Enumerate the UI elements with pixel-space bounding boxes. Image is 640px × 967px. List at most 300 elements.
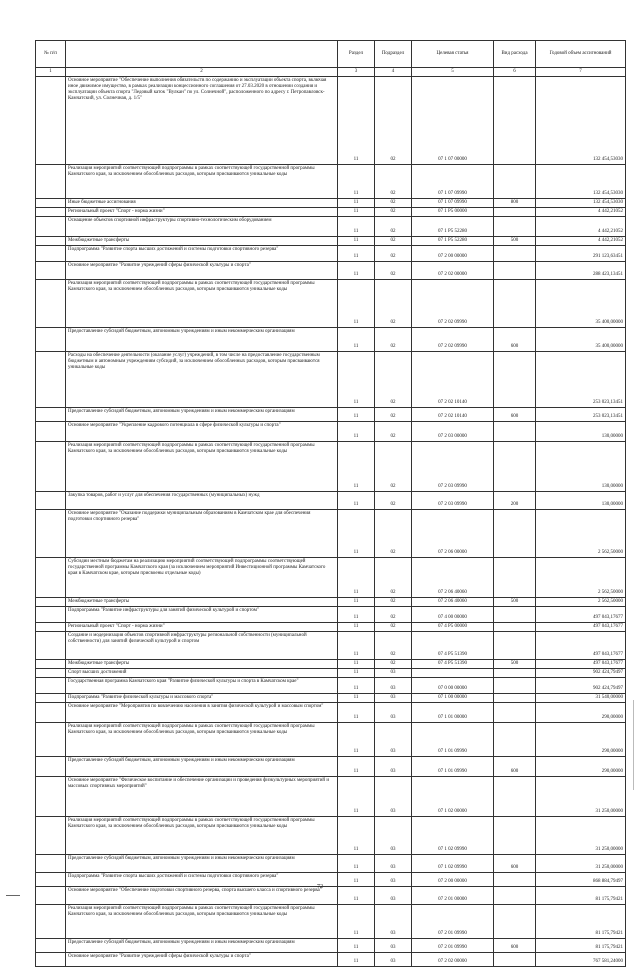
table-row: [36, 237, 626, 246]
row-expense-type: [494, 905, 536, 939]
column-number: 3: [338, 68, 375, 77]
row-target-article: 07 0 00 00000: [412, 678, 494, 694]
row-target-article: 07 2 06 40060: [412, 558, 494, 598]
row-name: Спорт высших достижений: [66, 669, 338, 678]
row-razdel: 11: [338, 328, 375, 352]
row-target-article: 07 2 00 00000: [412, 873, 494, 887]
row-name: Предоставление субсидий бюджетным, автономным учреждениям и иным некоммерческим организациям: [66, 939, 338, 953]
row-number: [36, 607, 66, 623]
row-amount: 291 123,63451: [536, 246, 626, 262]
row-expense-type: [494, 678, 536, 694]
table-row: [36, 757, 626, 777]
row-name: Предоставление субсидий бюджетным, автономным учреждениям и иным некоммерческим организациям: [66, 328, 338, 352]
row-target-article: 07 2 03 09990: [412, 442, 494, 492]
budget-table: [35, 40, 626, 967]
row-amount: 290,00000: [536, 703, 626, 723]
row-podrazdel: 03: [375, 777, 412, 817]
row-podrazdel: 03: [375, 817, 412, 855]
table-row: [36, 723, 626, 757]
row-expense-type: 600: [494, 855, 536, 873]
header-razdel: Раздел: [338, 41, 375, 68]
column-number: 1: [36, 68, 66, 77]
row-number: [36, 694, 66, 703]
row-number: [36, 328, 66, 352]
row-name: Иные бюджетные ассигнования: [66, 199, 338, 208]
row-amount: 288 423,13451: [536, 262, 626, 280]
table-row: [36, 328, 626, 352]
row-expense-type: [494, 510, 536, 558]
table-row: [36, 442, 626, 492]
row-number: [36, 939, 66, 953]
row-razdel: 11: [338, 953, 375, 967]
row-amount: 132 454,53030: [536, 165, 626, 199]
row-podrazdel: 03: [375, 703, 412, 723]
row-number: [36, 237, 66, 246]
table-row: [36, 598, 626, 607]
row-amount: 253 023,13451: [536, 408, 626, 422]
row-number: [36, 246, 66, 262]
row-target-article: 07 4 00 00000: [412, 607, 494, 623]
row-name: Межбюджетные трансферты: [66, 598, 338, 607]
row-expense-type: [494, 208, 536, 217]
row-amount: 253 023,13451: [536, 352, 626, 408]
row-razdel: 11: [338, 246, 375, 262]
row-name: Оснащение объектов спортивной инфраструктуры спортивно-технологическим оборудованием: [66, 217, 338, 237]
row-razdel: 11: [338, 623, 375, 632]
budget-table-sheet: [35, 40, 625, 967]
column-number: 6: [494, 68, 536, 77]
row-razdel: 11: [338, 777, 375, 817]
row-target-article: [412, 669, 494, 678]
row-name: Субсидии местным бюджетам на реализацию мероприятий соответствующей подпрограммы соответствующей государственной программы Камчатского края (за исключением мероприятий Инвестиционной программы Камчатского края в Камчатском крае, которым присвоены отдельные коды): [66, 558, 338, 598]
row-amount: 290,00000: [536, 723, 626, 757]
table-header-row: [36, 41, 626, 68]
row-podrazdel: 03: [375, 694, 412, 703]
row-razdel: 11: [338, 757, 375, 777]
row-expense-type: 500: [494, 598, 536, 607]
row-name: Межбюджетные трансферты: [66, 660, 338, 669]
row-target-article: 07 1 01 09990: [412, 757, 494, 777]
row-expense-type: [494, 442, 536, 492]
row-razdel: 11: [338, 262, 375, 280]
row-razdel: 11: [338, 905, 375, 939]
table-row: [36, 262, 626, 280]
column-number: 5: [412, 68, 494, 77]
row-podrazdel: 03: [375, 757, 412, 777]
row-amount: 2 562,50000: [536, 558, 626, 598]
row-target-article: 07 1 07 09990: [412, 199, 494, 208]
row-razdel: 11: [338, 492, 375, 510]
row-razdel: 11: [338, 558, 375, 598]
table-row: [36, 623, 626, 632]
row-name: Основное мероприятие "Обеспечение подготовки спортивного резерва, спорта высшего класса и спортивного резерва": [66, 887, 338, 905]
table-row: [36, 492, 626, 510]
row-target-article: 07 2 02 00000: [412, 953, 494, 967]
row-amount: 31 540,00000: [536, 694, 626, 703]
row-podrazdel: 02: [375, 352, 412, 408]
table-row: [36, 510, 626, 558]
row-target-article: 07 1 P5 52280: [412, 217, 494, 237]
row-amount: 81 175,79421: [536, 887, 626, 905]
row-number: [36, 703, 66, 723]
row-podrazdel: 03: [375, 678, 412, 694]
row-razdel: 11: [338, 703, 375, 723]
row-podrazdel: 03: [375, 723, 412, 757]
row-razdel: 11: [338, 855, 375, 873]
row-number: [36, 165, 66, 199]
row-number: [36, 723, 66, 757]
row-amount: 497 043,17677: [536, 607, 626, 623]
page-number: 72: [317, 884, 323, 890]
row-podrazdel: 02: [375, 558, 412, 598]
row-amount: 31 250,00000: [536, 855, 626, 873]
row-amount: 902 424,79497: [536, 678, 626, 694]
table-row: [36, 678, 626, 694]
table-row: [36, 703, 626, 723]
row-podrazdel: 02: [375, 510, 412, 558]
row-podrazdel: 03: [375, 905, 412, 939]
row-name: Основное мероприятие "Укрепление кадрового потенциала в сфере физической культуры и спорта": [66, 422, 338, 442]
row-podrazdel: 02: [375, 77, 412, 165]
row-amount: 497 043,17677: [536, 660, 626, 669]
row-number: [36, 558, 66, 598]
row-name: Региональный проект "Спорт - норма жизни": [66, 208, 338, 217]
row-razdel: 11: [338, 217, 375, 237]
row-podrazdel: 03: [375, 855, 412, 873]
row-number: [36, 280, 66, 328]
row-target-article: 07 2 02 09990: [412, 328, 494, 352]
row-number: [36, 408, 66, 422]
row-name: Межбюджетные трансферты: [66, 237, 338, 246]
table-row: [36, 246, 626, 262]
table-row: [36, 607, 626, 623]
row-amount: 902 424,79497: [536, 669, 626, 678]
row-razdel: 11: [338, 694, 375, 703]
row-target-article: 07 1 01 09990: [412, 723, 494, 757]
row-podrazdel: 02: [375, 660, 412, 669]
row-number: [36, 352, 66, 408]
row-podrazdel: 02: [375, 262, 412, 280]
row-razdel: 11: [338, 887, 375, 905]
row-razdel: 11: [338, 678, 375, 694]
row-razdel: 11: [338, 598, 375, 607]
row-target-article: 07 2 02 10140: [412, 408, 494, 422]
row-razdel: 11: [338, 510, 375, 558]
header-annual-amount: Годовой объем ассигнований: [536, 41, 626, 68]
row-razdel: 11: [338, 632, 375, 660]
column-numbering-row: [36, 68, 626, 77]
scan-mark: [6, 895, 20, 896]
row-target-article: 07 2 03 09990: [412, 492, 494, 510]
row-expense-type: [494, 953, 536, 967]
table-row: [36, 217, 626, 237]
row-target-article: 07 1 02 09990: [412, 817, 494, 855]
row-name: Реализация мероприятий соответствующей подпрограммы в рамках соответствующей государственной программы Камчатского края, за исключением обособленных расходов, которым присваиваются уникальные коды: [66, 442, 338, 492]
row-number: [36, 669, 66, 678]
scan-edge-mark: [633, 700, 634, 790]
row-number: [36, 422, 66, 442]
row-number: [36, 77, 66, 165]
row-name: Региональный проект "Спорт - норма жизни": [66, 623, 338, 632]
row-target-article: 07 2 02 09990: [412, 280, 494, 328]
row-expense-type: [494, 817, 536, 855]
header-podrazdel: Подраздел: [375, 41, 412, 68]
row-target-article: 07 1 00 00000: [412, 694, 494, 703]
row-number: [36, 855, 66, 873]
row-number: [36, 678, 66, 694]
row-amount: 35 400,00000: [536, 328, 626, 352]
row-amount: 130,00000: [536, 422, 626, 442]
row-number: [36, 199, 66, 208]
row-number: [36, 262, 66, 280]
row-podrazdel: 03: [375, 669, 412, 678]
row-amount: 2 562,50000: [536, 510, 626, 558]
row-podrazdel: 02: [375, 632, 412, 660]
row-number: [36, 598, 66, 607]
row-podrazdel: 03: [375, 939, 412, 953]
table-row: [36, 855, 626, 873]
row-amount: 290,00000: [536, 757, 626, 777]
row-target-article: 07 2 02 10140: [412, 352, 494, 408]
row-razdel: 11: [338, 422, 375, 442]
row-razdel: 11: [338, 660, 375, 669]
row-target-article: 07 2 01 00000: [412, 887, 494, 905]
row-expense-type: [494, 623, 536, 632]
row-target-article: 07 1 02 09990: [412, 855, 494, 873]
table-row: [36, 632, 626, 660]
table-row: [36, 408, 626, 422]
row-number: [36, 632, 66, 660]
row-podrazdel: 02: [375, 422, 412, 442]
row-name: Реализация мероприятий соответствующей подпрограммы в рамках соответствующей государственной программы Камчатского края, за исключением обособленных расходов, которым присваиваются уникальные коды: [66, 905, 338, 939]
row-razdel: 11: [338, 199, 375, 208]
row-amount: 497 043,17677: [536, 623, 626, 632]
row-razdel: 11: [338, 873, 375, 887]
row-number: [36, 442, 66, 492]
row-name: Закупка товаров, работ и услуг для обеспечения государственных (муниципальных) нужд: [66, 492, 338, 510]
row-podrazdel: 03: [375, 873, 412, 887]
row-expense-type: 800: [494, 199, 536, 208]
row-number: [36, 660, 66, 669]
row-expense-type: [494, 352, 536, 408]
row-expense-type: [494, 77, 536, 165]
row-name: Реализация мероприятий соответствующей подпрограммы в рамках соответствующей государственной программы Камчатского края, за исключением обособленных расходов, которым присваиваются уникальные коды: [66, 817, 338, 855]
table-row: [36, 558, 626, 598]
header-expense-type: Вид расхода: [494, 41, 536, 68]
row-amount: 35 400,00000: [536, 280, 626, 328]
row-number: [36, 208, 66, 217]
row-target-article: 07 1 07 00000: [412, 77, 494, 165]
row-amount: 497 043,17677: [536, 632, 626, 660]
row-target-article: 07 2 06 00000: [412, 510, 494, 558]
row-podrazdel: 02: [375, 280, 412, 328]
row-expense-type: [494, 217, 536, 237]
row-podrazdel: 02: [375, 199, 412, 208]
row-name: Предоставление субсидий бюджетным, автономным учреждениям и иным некоммерческим организациям: [66, 855, 338, 873]
row-expense-type: 600: [494, 328, 536, 352]
row-expense-type: [494, 703, 536, 723]
row-razdel: 11: [338, 607, 375, 623]
table-row: [36, 953, 626, 967]
row-expense-type: [494, 694, 536, 703]
row-expense-type: [494, 723, 536, 757]
row-amount: 130,00000: [536, 442, 626, 492]
column-number: 4: [375, 68, 412, 77]
row-amount: 4 442,21052: [536, 208, 626, 217]
row-razdel: 11: [338, 165, 375, 199]
row-razdel: 11: [338, 352, 375, 408]
header-name: [66, 41, 338, 68]
table-row: [36, 669, 626, 678]
row-name: Подпрограмма "Развитие физической культуры и массового спорта": [66, 694, 338, 703]
row-target-article: 07 2 06 40060: [412, 598, 494, 607]
row-target-article: 07 2 00 00000: [412, 246, 494, 262]
row-podrazdel: 02: [375, 328, 412, 352]
header-target-article: Целевая статья: [412, 41, 494, 68]
row-podrazdel: 02: [375, 237, 412, 246]
row-expense-type: 200: [494, 492, 536, 510]
row-name: Основное мероприятие "Обеспечение выполнения обязательств по содержанию и эксплуатации объекта спорта, включая иное движимое имущество, в рамках реализации концессионного соглашения от 27.03.2020 в отношении создания и эксплуатации объекта спорта "Ледовый каток "Вулкан" по ул. Солнечной", расположенного по адресу г. Петропавловск-Камчатский, ул. Солнечная, д. 1/5": [66, 77, 338, 165]
row-amount: 132 454,53030: [536, 77, 626, 165]
row-name: Основное мероприятие "Мероприятия по вовлечению населения в занятия физической культурой и массовым спортом": [66, 703, 338, 723]
row-expense-type: [494, 558, 536, 598]
row-amount: 4 442,21052: [536, 237, 626, 246]
row-name: Основное мероприятие "Развитие учреждений сферы физической культуры и спорта": [66, 262, 338, 280]
row-expense-type: [494, 632, 536, 660]
row-razdel: 11: [338, 77, 375, 165]
table-row: [36, 199, 626, 208]
row-amount: 2 562,50000: [536, 598, 626, 607]
row-razdel: 11: [338, 408, 375, 422]
row-razdel: 11: [338, 939, 375, 953]
row-amount: 868 884,79497: [536, 873, 626, 887]
table-row: [36, 905, 626, 939]
table-row: [36, 817, 626, 855]
row-target-article: 07 1 07 09990: [412, 165, 494, 199]
row-podrazdel: 02: [375, 208, 412, 217]
row-target-article: 07 4 P5 51390: [412, 660, 494, 669]
row-razdel: 11: [338, 669, 375, 678]
table-row: [36, 280, 626, 328]
row-expense-type: [494, 165, 536, 199]
row-amount: 31 250,00000: [536, 817, 626, 855]
row-number: [36, 623, 66, 632]
row-podrazdel: 03: [375, 953, 412, 967]
row-target-article: 07 2 01 09990: [412, 905, 494, 939]
row-target-article: 07 2 02 00000: [412, 262, 494, 280]
row-podrazdel: 02: [375, 607, 412, 623]
row-expense-type: 500: [494, 237, 536, 246]
row-number: [36, 510, 66, 558]
row-podrazdel: 02: [375, 408, 412, 422]
row-name: Предоставление субсидий бюджетным, автономным учреждениям и иным некоммерческим организациям: [66, 408, 338, 422]
row-target-article: 07 4 P5 00000: [412, 623, 494, 632]
row-name: Основное мероприятие "Развитие учреждений сферы физической культуры и спорта": [66, 953, 338, 967]
row-expense-type: [494, 607, 536, 623]
table-row: [36, 777, 626, 817]
row-target-article: 07 2 03 00000: [412, 422, 494, 442]
row-razdel: 11: [338, 280, 375, 328]
table-row: [36, 165, 626, 199]
row-podrazdel: 02: [375, 598, 412, 607]
row-amount: 767 581,24000: [536, 953, 626, 967]
row-expense-type: 600: [494, 757, 536, 777]
row-number: [36, 217, 66, 237]
row-amount: 31 250,00000: [536, 777, 626, 817]
row-expense-type: [494, 262, 536, 280]
table-row: [36, 422, 626, 442]
row-name: Основное мероприятие "Физическое воспитание и обеспечение организации и проведения физкультурных мероприятий и массовых спортивных мероприятий": [66, 777, 338, 817]
row-name: Реализация мероприятий соответствующей подпрограммы в рамках соответствующей государственной программы Камчатского края, за исключением обособленных расходов, которым присваиваются уникальные коды: [66, 280, 338, 328]
row-target-article: 07 1 02 00000: [412, 777, 494, 817]
row-name: Предоставление субсидий бюджетным, автономным учреждениям и иным некоммерческим организациям: [66, 757, 338, 777]
row-name: Подпрограмма "Развитие спорта высших достижений и системы подготовки спортивного резерва": [66, 246, 338, 262]
row-podrazdel: 03: [375, 887, 412, 905]
row-podrazdel: 02: [375, 492, 412, 510]
row-name: Основное мероприятие "Оказание поддержки муниципальным образованиям в Камчатском крае для обеспечения подготовки спортивного резерва": [66, 510, 338, 558]
row-name: Государственная программа Камчатского края "Развитие физической культуры и спорта в Камчатском крае": [66, 678, 338, 694]
table-row: [36, 77, 626, 165]
row-razdel: 11: [338, 442, 375, 492]
table-row: [36, 694, 626, 703]
row-target-article: 07 1 01 00000: [412, 703, 494, 723]
row-number: [36, 953, 66, 967]
row-razdel: 11: [338, 237, 375, 246]
row-amount: 132 454,53030: [536, 199, 626, 208]
row-name: Создание и модернизация объектов спортивной инфраструктуры региональной собственности (муниципальной собственности) для занятий физической культурой и спортом: [66, 632, 338, 660]
row-number: [36, 492, 66, 510]
row-target-article: 07 4 P5 51390: [412, 632, 494, 660]
row-expense-type: [494, 246, 536, 262]
row-expense-type: [494, 777, 536, 817]
row-expense-type: [494, 422, 536, 442]
row-razdel: 11: [338, 723, 375, 757]
row-number: [36, 905, 66, 939]
row-podrazdel: 02: [375, 165, 412, 199]
row-amount: 130,00000: [536, 492, 626, 510]
table-row: [36, 660, 626, 669]
row-name: Реализация мероприятий соответствующей подпрограммы в рамках соответствующей государственной программы Камчатского края, за исключением обособленных расходов, которым присваиваются уникальные коды: [66, 165, 338, 199]
table-row: [36, 208, 626, 217]
table-row: [36, 352, 626, 408]
row-amount: 81 175,79421: [536, 905, 626, 939]
row-podrazdel: 02: [375, 442, 412, 492]
row-expense-type: 600: [494, 408, 536, 422]
row-amount: 81 175,79421: [536, 939, 626, 953]
header-number: № п/п: [36, 41, 66, 68]
table-row: [36, 939, 626, 953]
row-name: Расходы на обеспечение деятельности (оказание услуг) учреждений, в том числе на предоставление государственным бюджетным и автономным учреждениям субсидий, за исключением обособленных расходов, которым присваиваются уникальные коды: [66, 352, 338, 408]
row-podrazdel: 02: [375, 623, 412, 632]
row-expense-type: 600: [494, 939, 536, 953]
row-name: Реализация мероприятий соответствующей подпрограммы в рамках соответствующей государственной программы Камчатского края, за исключением обособленных расходов, которым присваиваются уникальные коды: [66, 723, 338, 757]
row-number: [36, 757, 66, 777]
row-razdel: 11: [338, 208, 375, 217]
row-razdel: 11: [338, 817, 375, 855]
row-podrazdel: 02: [375, 217, 412, 237]
row-expense-type: 500: [494, 660, 536, 669]
row-expense-type: [494, 669, 536, 678]
row-target-article: 07 1 P5 00000: [412, 208, 494, 217]
row-expense-type: [494, 280, 536, 328]
column-number: 7: [536, 68, 626, 77]
column-number: 2: [66, 68, 338, 77]
row-number: [36, 777, 66, 817]
table-body: [36, 77, 626, 967]
row-number: [36, 817, 66, 855]
row-name: Подпрограмма "Развитие инфраструктуры для занятий физической культурой и спортом": [66, 607, 338, 623]
row-podrazdel: 02: [375, 246, 412, 262]
